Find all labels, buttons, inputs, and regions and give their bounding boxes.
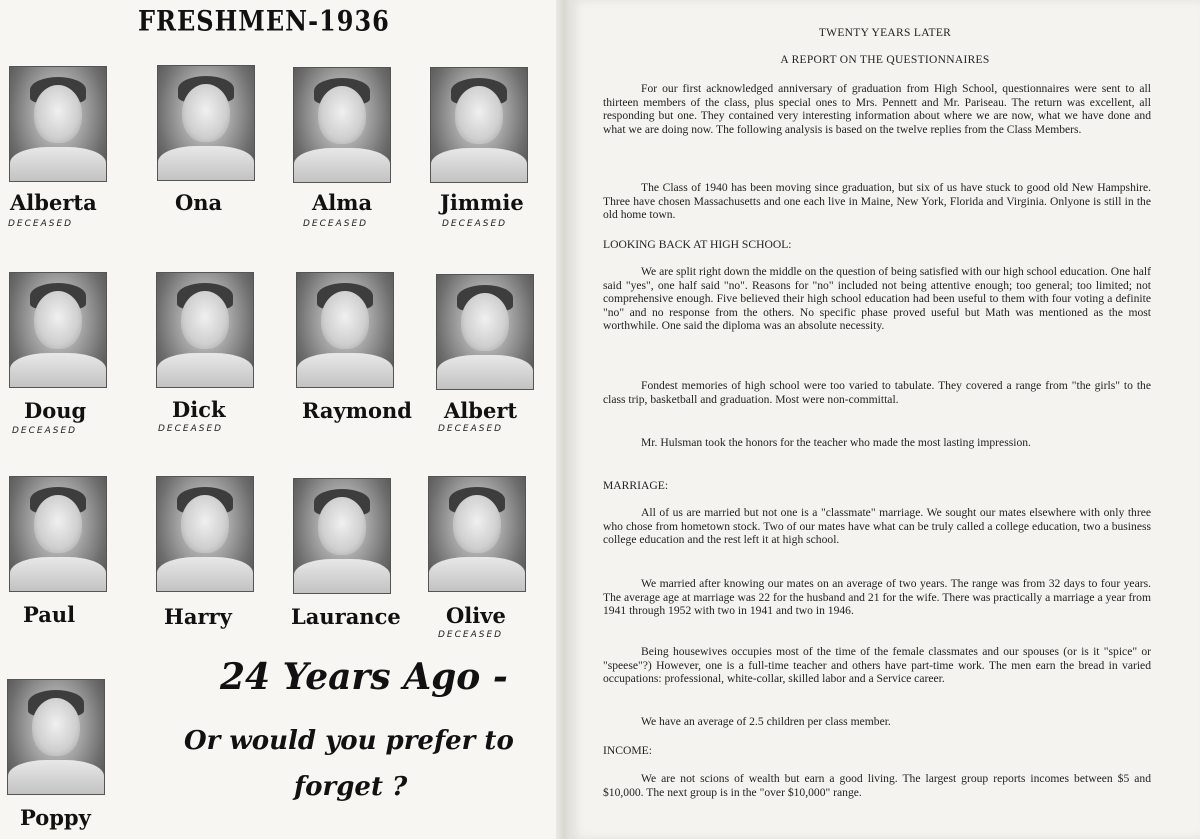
paragraph-housewives: Being housewives occupies most of the time of the female classmates and our spouses (or is it "spice" or "speese"?) However, one is a full-time teacher and others have part-time work. The men earn the bread in varied occupations: professional, white-collar, skilled labor and a Service career.: [603, 645, 1151, 686]
paragraph-high-school-satisfaction: We are split right down the middle on the question of being satisfied with our high school education. One half said "yes", one half said "no". Reasons for "no" included not being attentive enough; too general; too limited; not comprehensive enough. Five believed their high school education had been useful to them with four voting a definite "no" and no response from the others. No specific phase proved useful but Math was mentioned as the most worthwhile. One said the diploma was an absolute necessity.: [603, 265, 1151, 333]
caption-line-forget: forget ?: [294, 772, 408, 802]
student-name-laurance: Laurance: [291, 604, 401, 629]
student-photo-jimmie: [430, 67, 528, 183]
paragraph-teacher-honors: Mr. Hulsman took the honors for the teacher who made the most lasting impression.: [641, 436, 1031, 449]
student-status-dick: DECEASED: [158, 424, 224, 434]
paragraph-married-after: We married after knowing our mates on an average of two years. The range was from 32 days to four years. The average age at marriage was 22 for the husband and 21 for the wife. There was practically a marriage a year from 1941 through 1952 with two in 1941 and two in 1946.: [603, 577, 1151, 618]
yearbook-photo-page: [0, 0, 560, 839]
student-status-olive: DECEASED: [438, 630, 504, 640]
student-photo-albert: [436, 274, 534, 390]
student-name-jimmie: Jimmie: [440, 190, 524, 215]
student-photo-doug: [9, 272, 107, 388]
heading-looking-back: LOOKING BACK AT HIGH SCHOOL:: [603, 238, 792, 251]
student-photo-alberta: [9, 66, 107, 182]
paragraph-fondest-memories: Fondest memories of high school were too varied to tabulate. They covered a range from "the girls" to the class trip, basketball and graduation. Most were non-committal.: [603, 379, 1151, 406]
student-photo-poppy: [7, 679, 105, 795]
heading-income: INCOME:: [603, 744, 652, 757]
student-photo-harry: [156, 476, 254, 592]
student-name-dick: Dick: [172, 397, 226, 422]
report-subtitle: A REPORT ON THE QUESTIONNAIRES: [780, 54, 990, 66]
student-name-alberta: Alberta: [10, 190, 97, 215]
report-title: TWENTY YEARS LATER: [818, 27, 952, 39]
report-page: [570, 0, 1200, 839]
student-name-paul: Paul: [23, 602, 76, 627]
student-name-doug: Doug: [24, 398, 87, 423]
paragraph-intro: For our first acknowledged anniversary of graduation from High School, questionnaires were sent to all thirteen members of the class, plus special ones to Mrs. Pennett and Mr. Pariseau. The return was excellent, all responding but one. They contained very interesting information about where we are now, what we have done and what we are doing now. The following analysis is based on the twelve replies from the Class Members.: [603, 82, 1151, 136]
student-photo-ona: [157, 65, 255, 181]
caption-line-prefer: Or would you prefer to: [184, 726, 514, 756]
student-name-albert: Albert: [444, 398, 518, 423]
student-photo-alma: [293, 67, 391, 183]
caption-years-ago: 24 Years Ago -: [220, 656, 508, 698]
student-photo-dick: [156, 272, 254, 388]
student-status-jimmie: DECEASED: [442, 219, 508, 229]
paragraph-marriage: All of us are married but not one is a "classmate" marriage. We sought our mates elsewhere with only three who chose from hometown stock. Two of our mates have what can be truly called a college education, two a business college education and the rest left it at high school.: [603, 506, 1151, 547]
page-title-freshmen: FRESHMEN-1936: [138, 3, 390, 38]
student-status-albert: DECEASED: [438, 424, 504, 434]
student-name-ona: Ona: [175, 190, 223, 215]
student-name-poppy: Poppy: [20, 805, 91, 830]
student-photo-olive: [428, 476, 526, 592]
paragraph-income: We are not scions of wealth but earn a good living. The largest group reports incomes between $5 and $10,000. The next group is in the "over $10,000" range.: [603, 772, 1151, 799]
heading-marriage: MARRIAGE:: [603, 479, 669, 492]
student-status-doug: DECEASED: [12, 426, 78, 436]
student-photo-paul: [9, 476, 107, 592]
student-name-alma: Alma: [312, 190, 373, 215]
student-photo-laurance: [293, 478, 391, 594]
student-status-alberta: DECEASED: [8, 219, 74, 229]
paragraph-children: We have an average of 2.5 children per class member.: [641, 715, 891, 728]
paragraph-locations: The Class of 1940 has been moving since graduation, but six of us have stuck to good old New Hampshire. Three have chosen Massachusetts and one each live in Maine, New York, Florida and Virginia. Onlyone is still in the old home town.: [603, 181, 1151, 222]
student-name-raymond: Raymond: [302, 398, 412, 423]
student-name-harry: Harry: [164, 604, 232, 629]
student-status-alma: DECEASED: [303, 219, 369, 229]
student-name-olive: Olive: [446, 603, 506, 628]
student-photo-raymond: [296, 272, 394, 388]
